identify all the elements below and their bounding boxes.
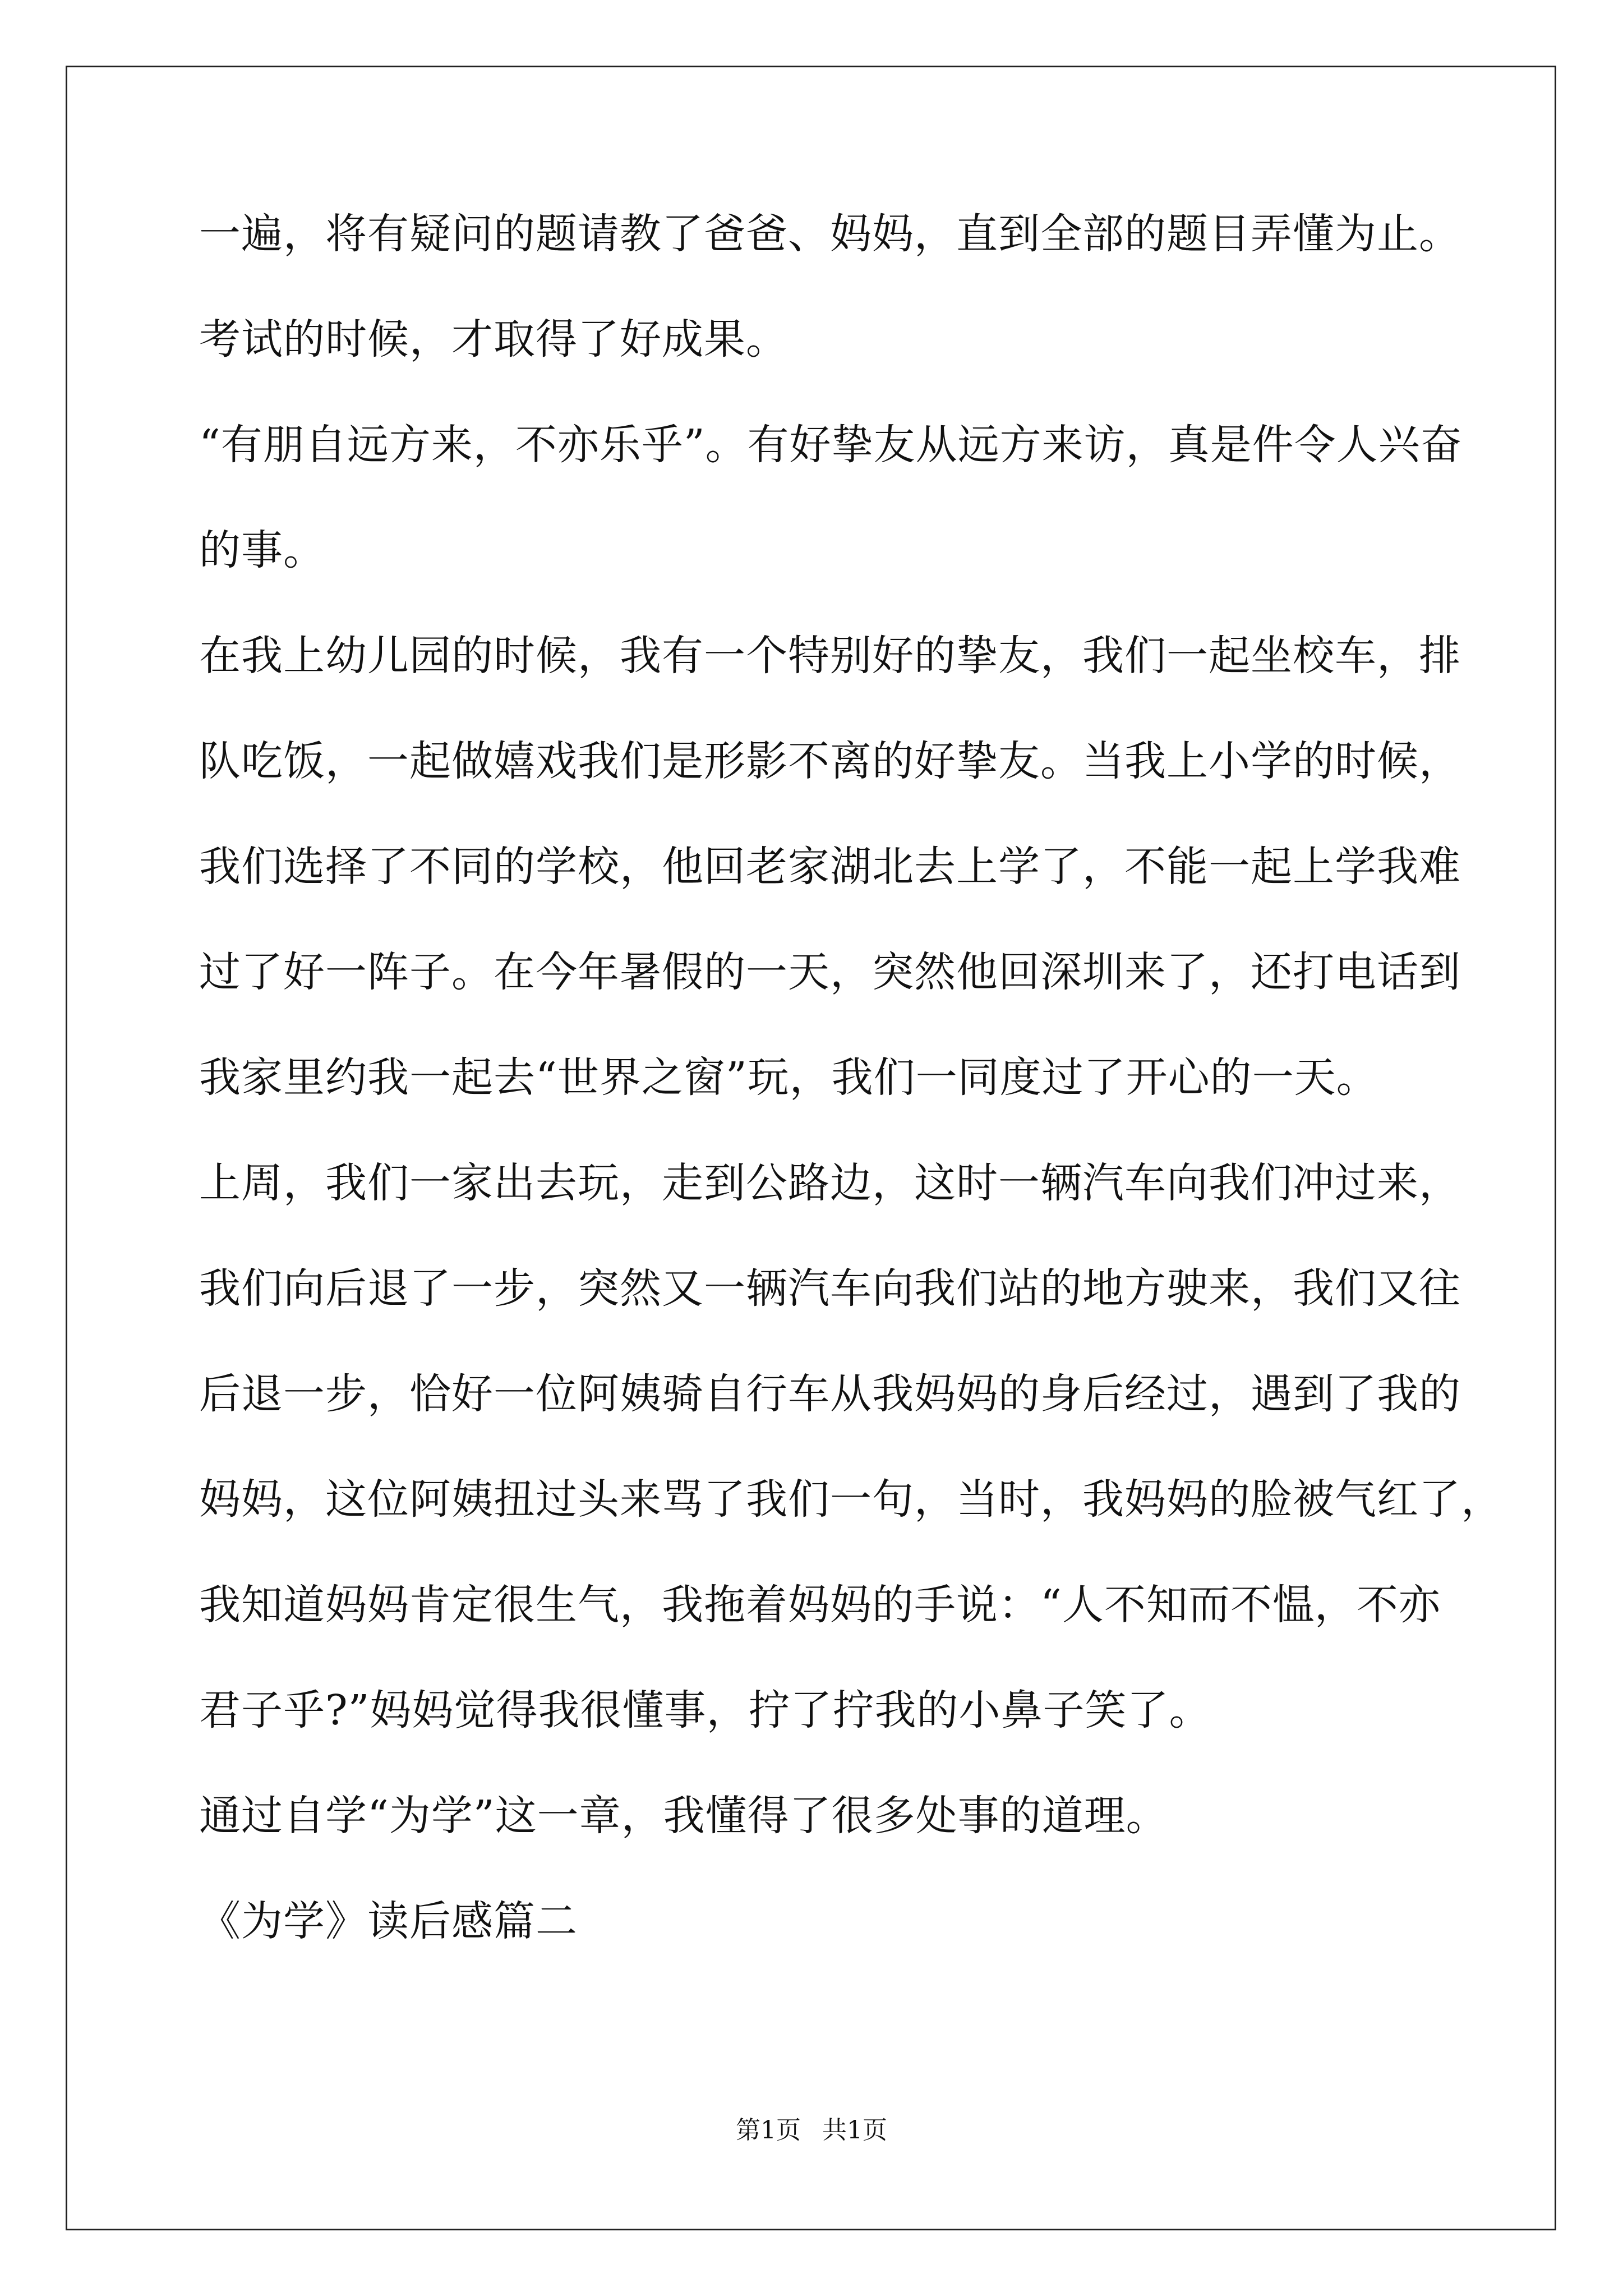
- text-line: “有朋自远方来，不亦乐乎”。有好挚友从远方来访，真是件令人兴奋: [199, 421, 1463, 469]
- text-line: 我家里约我一起去“世界之窗”玩，我们一同度过了开心的一天。: [199, 1053, 1378, 1102]
- page-footer: [0, 2115, 1623, 2146]
- text-line: 通过自学“为学”这一章，我懂得了很多处事的道理。: [199, 1792, 1168, 1840]
- text-line: 在我上幼儿园的时候，我有一个特别好的挚友，我们一起坐校车，排: [199, 632, 1461, 680]
- text-line: 过了好一阵子。在今年暑假的一天，突然他回深圳来了，还打电话到: [199, 948, 1461, 996]
- document-body: [199, 208, 1503, 2000]
- text-line: 后退一步，恰好一位阿姨骑自行车从我妈妈的身后经过，遇到了我的: [199, 1370, 1461, 1418]
- page-number: 第1页: [736, 2116, 801, 2145]
- text-line: 妈妈，这位阿姨扭过头来骂了我们一句，当时，我妈妈的脸被气红了，: [199, 1475, 1503, 1524]
- text-line: 一遍，将有疑问的题请教了爸爸、妈妈，直到全部的题目弄懂为止。: [199, 210, 1461, 258]
- text-line: 队吃饭，一起做嬉戏我们是形影不离的好挚友。当我上小学的时候，: [199, 737, 1461, 785]
- text-line: 我们向后退了一步，突然又一辆汽车向我们站的地方驶来，我们又往: [199, 1264, 1461, 1313]
- text-line: 我知道妈妈肯定很生气，我拖着妈妈的手说：“人不知而不愠，不亦: [199, 1581, 1441, 1629]
- section-heading: 《为学》读后感篇二: [199, 1897, 578, 1945]
- text-line: 君子乎?”妈妈觉得我很懂事，拧了拧我的小鼻子笑了。: [199, 1686, 1211, 1734]
- page-total: 共1页: [822, 2116, 887, 2145]
- text-line: 的事。: [199, 526, 325, 574]
- text-line: 考试的时候，才取得了好成果。: [199, 315, 788, 364]
- text-line: 上周，我们一家出去玩，走到公路边，这时一辆汽车向我们冲过来，: [199, 1159, 1461, 1207]
- text-line: 我们选择了不同的学校，他回老家湖北去上学了，不能一起上学我难: [199, 843, 1461, 891]
